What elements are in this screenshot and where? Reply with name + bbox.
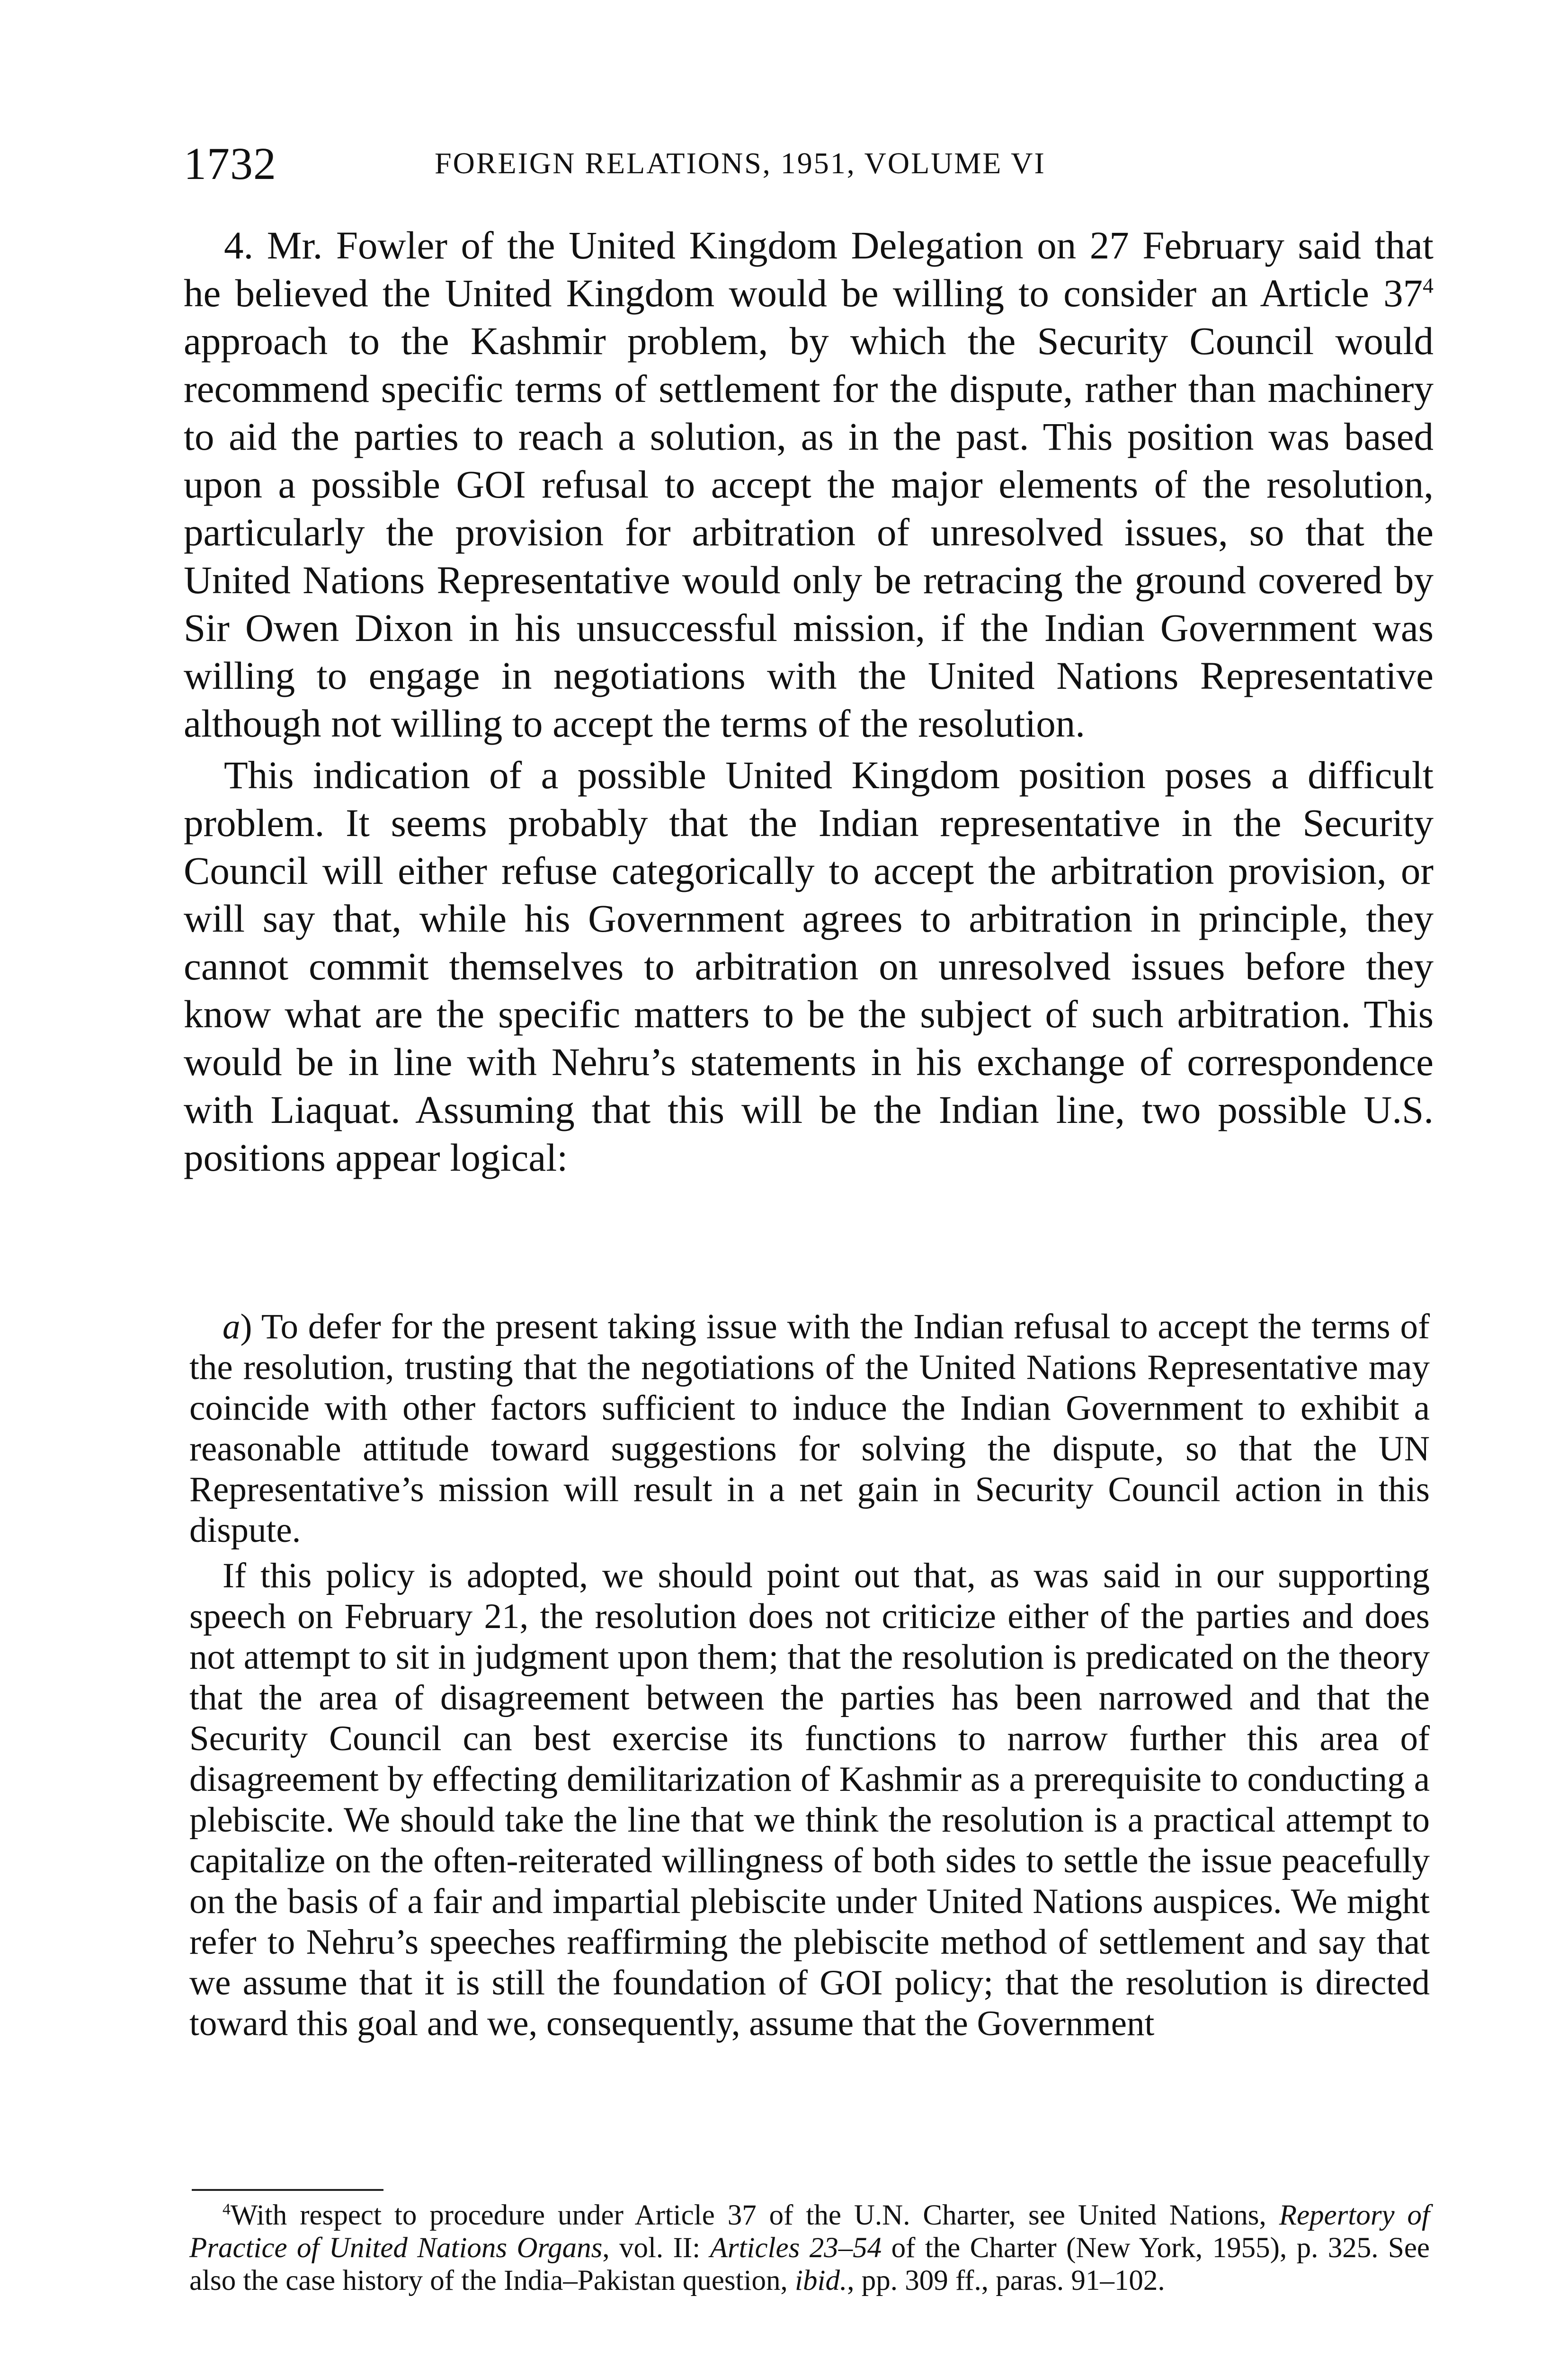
footnote-4 xyxy=(189,2199,1430,2297)
page-number: 1732 xyxy=(184,138,276,189)
footnote-volume: II xyxy=(673,2232,693,2264)
footnote-text: , vol. xyxy=(602,2232,673,2264)
option-a-text: ) To defer for the present taking issue with the Indian refusal to accept the terms of the resolution, trusting that the negotiations of the United Nations Representative may coincide with other factors sufficient to induce the Indian Government to exhibit a reasonable attitude toward suggestions for solving the dispute, so that the UN Representative’s mission will result in a net gain in Security Council action in this dispute. xyxy=(189,1307,1430,1550)
quoted-options xyxy=(189,1307,1430,2044)
footnote-articles: Articles 23–54 xyxy=(710,2232,882,2264)
footnotes xyxy=(189,2199,1430,2297)
option-a xyxy=(189,1307,1430,1551)
paragraph-1-text: 4. Mr. Fowler of the United Kingdom Delegation on 27 February said that he believed the United Kingdom would be willing to consider an Article 37 xyxy=(184,223,1434,315)
page-header xyxy=(184,137,1443,208)
main-text xyxy=(184,222,1434,1182)
footnote-text: With respect to procedure under Article 37 of the U.N. Charter, see United Nations, xyxy=(230,2199,1279,2231)
footnote-ibid: ibid. xyxy=(795,2265,847,2296)
running-head: FOREIGN RELATIONS, 1951, VOLUME VI xyxy=(435,146,1046,180)
footnote-text: of the Charter (New York, 1955), p. 325. See also the case history of the India–Pakistan question, xyxy=(189,2232,1430,2296)
footnote-text: , pp. 309 ff., paras. 91–102. xyxy=(847,2265,1165,2296)
option-a-label: a xyxy=(223,1307,241,1346)
paragraph-2: This indication of a possible United Kingdom position poses a difficult problem. It seems probably that the Indian representative in the Security Council will either refuse categorically to accept the arbitration provision, or will say that, while his Government agrees to arbitration in principle, they cannot commit themselves to arbitration on unresolved issues before they know what are the specific matters to be the subject of such arbitration. This would be in line with Nehru’s statements in his exchange of correspondence with Liaquat. Assuming that this will be the Indian line, two possible U.S. positions appear logical: xyxy=(184,753,1434,1179)
paragraph-1 xyxy=(184,222,1434,747)
footnote-text: : xyxy=(692,2232,710,2264)
footnote-divider xyxy=(192,2189,383,2191)
footnote-marker: 4 xyxy=(223,2200,231,2218)
footnote-reference: 4 xyxy=(1423,273,1434,298)
footnote-title: Repertory of Practice of United Nations Organs xyxy=(189,2199,1430,2264)
paragraph-1-continuation: approach to the Kashmir problem, by which the Security Council would recommend specific terms of settlement for the dispute, rather than machinery to aid the parties to reach a solution, as in the past. This position was based upon a possible GOI refusal to accept the major elements of the resolution, particularly the provision for arbitration of unresolved issues, so that the United Nations Representative would only be retracing the ground covered by Sir Owen Dixon in his unsuccessful mission, if the Indian Government was willing to engage in negotiations with the United Nations Representative although not willing to accept the terms of the resolution. xyxy=(184,319,1434,745)
paragraph-4: If this policy is adopted, we should point out that, as was said in our supporting speech on February 21, the resolution does not criticize either of the parties and does not attempt to sit in judgment upon them; that the resolution is predicated on the theory that the area of disagreement between the parties has been narrowed and that the Security Council can best exercise its functions to narrow further this area of disagreement by effecting demilitarization of Kashmir as a prerequisite to conducting a plebiscite. We should take the line that we think the resolution is a practical attempt to capitalize on the often-reiterated willingness of both sides to settle the issue peacefully on the basis of a fair and impartial plebiscite under United Nations auspices. We might refer to Nehru’s speeches reaffirming the plebiscite method of settlement and say that we assume that it is still the foundation of GOI policy; that the resolution is directed toward this goal and we, consequently, assume that the Government xyxy=(189,1556,1430,2043)
